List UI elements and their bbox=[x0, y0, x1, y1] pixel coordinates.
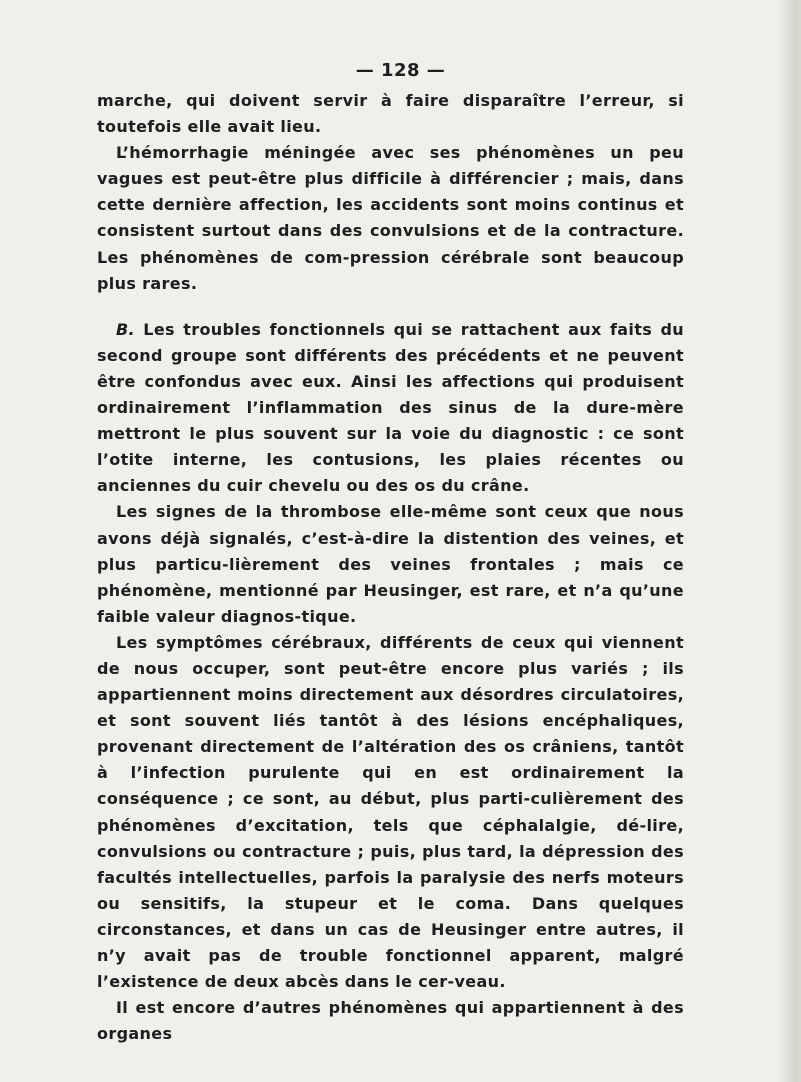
paragraph-symptomes: Les symptômes cérébraux, différents de ceux qui viennent de nous occuper, sont peut-être encore plus variés ; ils appartiennent moins directement aux désordres circulatoires, et sont souvent liés tantôt à des lésions encéphaliques, provenant directement de l’altération des os crâniens, tantôt à l’infection purulente qui en est ordinairement la conséquence ; ce sont, au début, plus parti-culièrement des phénomènes d’excitation, tels que céphalalgie, dé-lire, convulsions ou contracture ; puis, plus tard, la dépression des facultés intellectuelles, parfois la paralysie des nerfs moteurs ou sensitifs, la stupeur et le coma. Dans quelques circonstances, et dans un cas de Heusinger entre autres, il n’y avait pas de trouble fonctionnel apparent, malgré l’existence de deux abcès dans le cer-veau. bbox=[97, 632, 684, 992]
page-number: — 128 — bbox=[355, 60, 446, 81]
paragraph-hemorrhagie: L’hémorrhagie méningée avec ses phénomènes un peu vagues est peut-être plus difficile à différencier ; mais, dans cette dernière affection, les accidents sont moins continus et consistent surtout dans des convulsions et de la contracture. Les phénomènes de com-pression cérébrale sont beaucoup plus rares. bbox=[97, 143, 684, 293]
paragraph-autres-phenomenes: Il est encore d’autres phénomènes qui appartiennent à des organes bbox=[97, 998, 684, 1044]
page-edge-shadow bbox=[779, 0, 801, 1082]
body-text bbox=[97, 88, 684, 1047]
paragraph-thrombose: Les signes de la thrombose elle-même sont ceux que nous avons déjà signalés, c’est-à-dire la distention des veines, et plus particu-lièrement des veines frontales ; mais ce phénomène, mentionné par Heusinger, est rare, et n’a qu’une faible valeur diagnos-tique. bbox=[97, 502, 684, 626]
section-label: B. bbox=[116, 319, 135, 339]
paragraph-section-b bbox=[97, 317, 684, 500]
paragraph-continuation: marche, qui doivent servir à faire disparaître l’erreur, si toutefois elle avait lieu. bbox=[97, 91, 684, 137]
section-b-text: Les troubles fonctionnels qui se rattachent aux faits du second groupe sont différents des précédents et ne peuvent être confondus avec eux. Ainsi les affections qui produisent ordinairement l’inflammation des sinus de la dure-mère mettront le plus souvent sur la voie du diagnostic : ce sont l’otite interne, les contusions, les plaies récentes ou anciennes du cuir chevelu ou des os du crâne. bbox=[97, 319, 684, 496]
